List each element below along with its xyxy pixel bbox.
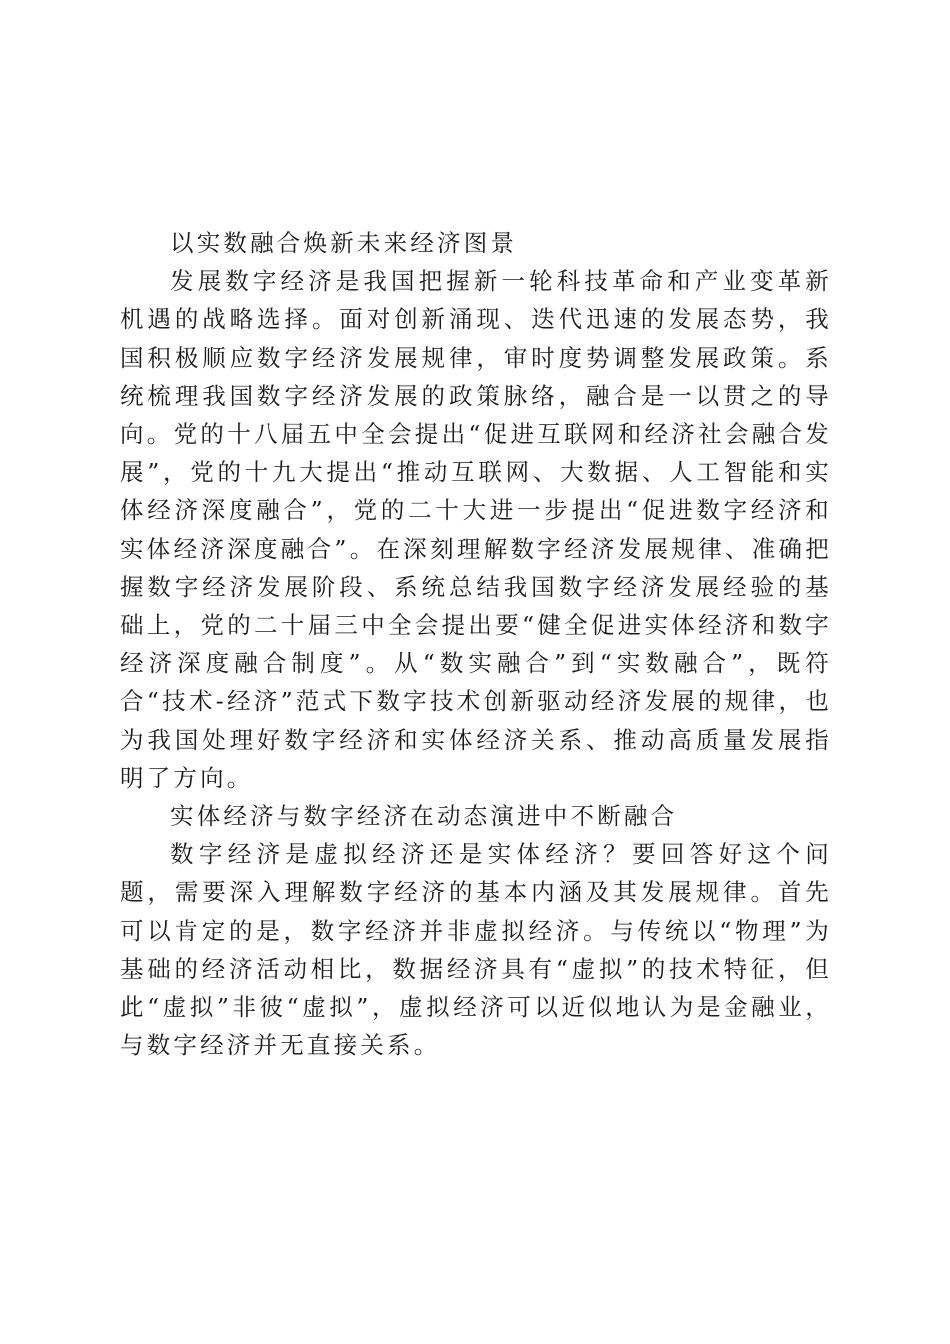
paragraph: 发展数字经济是我国把握新一轮科技革命和产业变革新机遇的战略选择。面对创新涌现、迭代迅速的发展态势，我国积极顺应数字经济发展规律，审时度势调整发展政策。系统梳理我国数字经济发展的政策脉络，融合是一以贯之的导向。党的十八届五中全会提出“促进互联网和经济社会融合发展”，党的十九大提出“推动互联网、大数据、人工智能和实体经济深度融合”，党的二十大进一步提出“促进数字经济和实体经济深度融合”。在深刻理解数字经济发展规律、准确把握数字经济发展阶段、系统总结我国数字经济发展经验的基础上，党的二十届三中全会提出要“健全促进实体经济和数字经济深度融合制度”。从“数实融合”到“实数融合”，既符合“技术-经济”范式下数字技术创新驱动经济发展的规律，也为我国处理好数字经济和实体经济关系、推动高质量发展指明了方向。 [120,267,832,792]
document-title: 以实数融合焕新未来经济图景 [170,229,518,257]
document-body [120,224,832,1064]
paragraph: 数字经济是虚拟经济还是实体经济？要回答好这个问题，需要深入理解数字经济的基本内涵及其发展规律。首先可以肯定的是，数字经济并非虚拟经济。与传统以“物理”为基础的经济活动相比，数据经济具有“虚拟”的技术特征，但此“虚拟”非彼“虚拟”，虚拟经济可以近似地认为是金融业，与数字经济并无直接关系。 [120,840,832,1060]
section-heading: 实体经济与数字经济在动态演进中不断融合 [170,802,678,831]
